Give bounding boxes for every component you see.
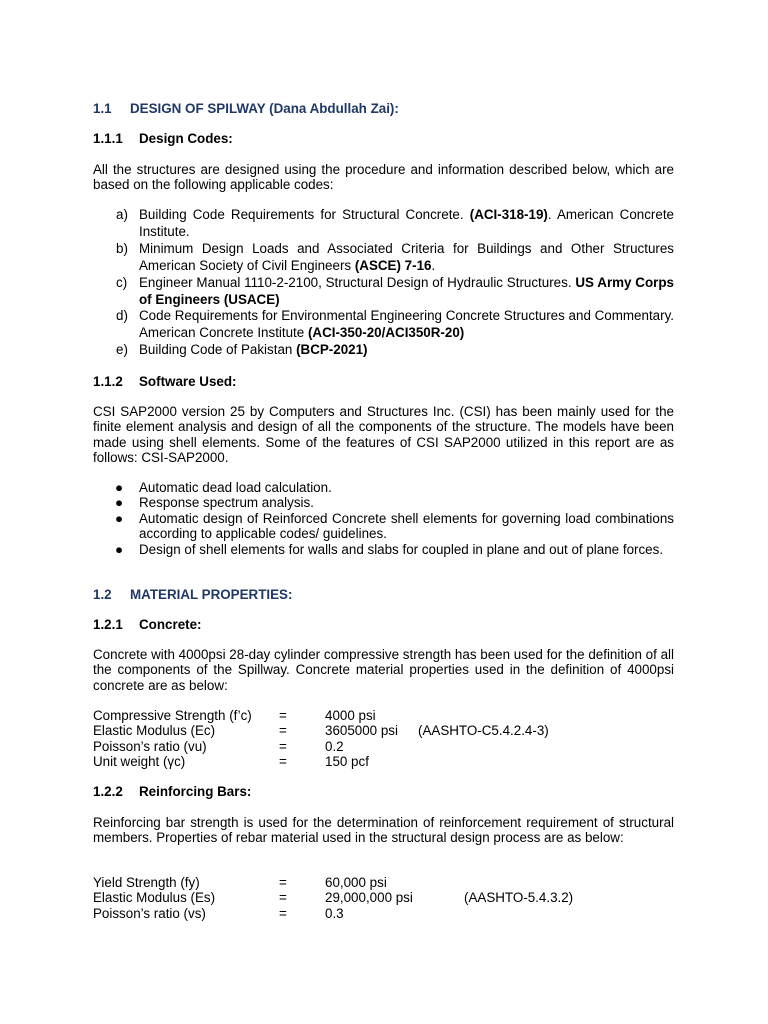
property-row: Compressive Strength (f’c) = 4000 psi bbox=[93, 708, 376, 723]
property-row: Elastic Modulus (Ec) = 3605000 psi (AASHTO-C5.4.2.4-3) bbox=[93, 723, 549, 739]
list-item: e) Building Code of Pakistan (BCP-2021) bbox=[116, 342, 368, 358]
property-row: Yield Strength (fy) = 60,000 psi bbox=[93, 875, 387, 890]
subsection-heading-design-codes: 1.1.1 Design Codes: bbox=[93, 131, 233, 146]
bullet-icon: ● bbox=[115, 495, 124, 511]
software-features-list bbox=[93, 480, 674, 557]
rebar-properties bbox=[93, 875, 713, 921]
subsection-heading-concrete: 1.2.1 Concrete: bbox=[93, 617, 202, 632]
list-item: ● Automatic design of Reinforced Concrete shell elements for governing load combinations according to applicable codes/ guidelines. bbox=[115, 510, 674, 542]
design-codes-intro: All the structures are designed using the procedure and information described below, which are based on the following applicable codes: bbox=[93, 162, 674, 193]
list-item: d) Code Requirements for Environmental Engineering Concrete Structures and Commentary. American Concrete Institute (ACI-350-20/ACI350R-20) bbox=[116, 308, 674, 341]
concrete-properties bbox=[93, 708, 713, 770]
list-item: c) Engineer Manual 1110-2-2100, Structural Design of Hydraulic Structures. US Army Corps of Engineers (USACE) bbox=[116, 274, 674, 307]
list-item: ● Automatic dead load calculation. bbox=[115, 480, 332, 495]
design-codes-list bbox=[93, 207, 674, 359]
section-heading-1-2: 1.2 MATERIAL PROPERTIES: bbox=[93, 587, 293, 602]
list-item: ● Response spectrum analysis. bbox=[115, 495, 314, 511]
property-row: Poisson’s ratio (vu) = 0.2 bbox=[93, 738, 344, 754]
section-heading-1-1: 1.1 DESIGN OF SPILWAY (Dana Abdullah Zai): bbox=[93, 101, 399, 116]
list-item: b) Minimum Design Loads and Associated Criteria for Buildings and Other Structures American Society of Civil Engineers (ASCE) 7-16. bbox=[116, 240, 674, 273]
list-item: ● Design of shell elements for walls and slabs for coupled in plane and out of plane forces. bbox=[115, 541, 664, 557]
reinforcing-intro: Reinforcing bar strength is used for the determination of reinforcement requirement of structural members. Properties of rebar material used in the structural design process are as below: bbox=[93, 815, 674, 846]
property-row: Poisson’s ratio (vs) = 0.3 bbox=[93, 905, 344, 921]
bullet-icon: ● bbox=[115, 480, 124, 495]
list-item: a) Building Code Requirements for Structural Concrete. (ACI-318-19). American Concrete Institute. bbox=[116, 207, 674, 239]
subsection-heading-reinforcing-bars: 1.2.2 Reinforcing Bars: bbox=[93, 784, 252, 799]
subsection-heading-software-used: 1.1.2 Software Used: bbox=[93, 374, 237, 389]
software-intro: CSI SAP2000 version 25 by Computers and Structures Inc. (CSI) has been mainly used for the finite element analysis and design of all the components of the structure. The models have been made using shell elements. Some of the features of CSI SAP2000 utilized in this report are as follows: CSI-SAP2000. bbox=[93, 404, 674, 466]
property-row: Unit weight (γc) = 150 pcf bbox=[93, 754, 369, 770]
bullet-icon: ● bbox=[115, 510, 124, 526]
concrete-intro: Concrete with 4000psi 28-day cylinder compressive strength has been used for the definition of all the components of the Spillway. Concrete material properties used in the definition of 4000psi concrete are as below: bbox=[93, 647, 674, 693]
property-row: Elastic Modulus (Es) = 29,000,000 psi (AASHTO-5.4.3.2) bbox=[93, 890, 574, 906]
bullet-icon: ● bbox=[115, 541, 124, 557]
